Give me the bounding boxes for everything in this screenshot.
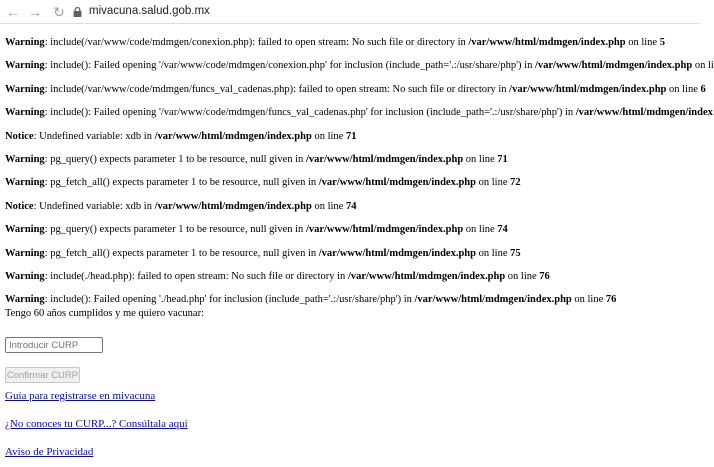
- lock-icon[interactable]: [73, 7, 82, 17]
- message-line-number: 74: [345, 200, 357, 212]
- php-warning-message: [5, 221, 700, 238]
- php-notice-message: [5, 128, 700, 145]
- php-notice-message: [5, 198, 700, 215]
- message-text: : include(/var/www/code/mdmgen/conexion.php): failed to open stream: No such file or directory in: [44, 37, 469, 48]
- php-warning-message: [5, 151, 700, 168]
- message-level: Warning: [5, 247, 45, 259]
- curp-lookup-link[interactable]: ¿No conoces tu CURP...? Consúltala aquí: [5, 418, 188, 430]
- message-tail: on line: [463, 224, 498, 236]
- message-level: Warning: [5, 270, 45, 282]
- php-warning-message: [5, 104, 713, 121]
- message-level: Warning: [5, 83, 45, 95]
- message-file-path: /var/www/html/mdmgen/index.php: [414, 294, 572, 306]
- message-file-path: /var/www/html/mdmgen/index.php: [509, 83, 667, 95]
- message-text: : pg_query() expects parameter 1 to be resource, null given in: [44, 153, 306, 165]
- message-file-path: /var/www/html/mdmgen/index.php: [305, 153, 464, 165]
- message-text: : include(): Failed opening './head.php' for inclusion (include_path='.:/usr/share/php') in: [44, 294, 415, 306]
- message-file-path: /var/www/html/mdmgen/index: [575, 107, 713, 119]
- message-file-path: /var/www/html/mdmgen/index.php: [318, 247, 476, 259]
- message-line-number: 74: [497, 224, 508, 236]
- message-level: Warning: [5, 153, 45, 165]
- message-text: : Undefined variable: xdb in: [33, 200, 155, 212]
- message-level: Warning: [5, 60, 45, 72]
- registration-guide-link[interactable]: Guía para registrarse en mivacuna: [5, 390, 156, 402]
- message-tail: on line: [666, 83, 701, 95]
- message-file-path: /var/www/html/mdmgen/index.php: [534, 60, 693, 72]
- message-level: Warning: [5, 294, 45, 306]
- browser-toolbar: [0, 0, 700, 24]
- message-level: Notice: [5, 200, 34, 212]
- message-text: : Undefined variable: xdb in: [33, 130, 155, 142]
- message-tail: on line: [625, 37, 660, 48]
- reload-icon[interactable]: ↻: [53, 4, 65, 20]
- message-level: Notice: [5, 130, 34, 142]
- address-bar-url[interactable]: mivacuna.salud.gob.mx: [89, 5, 210, 17]
- message-file-path: /var/www/html/mdmgen/index.php: [347, 270, 506, 282]
- message-file-path: /var/www/html/mdmgen/index.php: [154, 200, 312, 212]
- message-tail: on line: [475, 247, 511, 259]
- message-tail: on li: [692, 60, 714, 72]
- message-file-path: /var/www/html/mdmgen/index.php: [318, 177, 476, 189]
- message-text: : include(): Failed opening '/var/www/code/mdmgen/funcs_val_cadenas.php' for inclusion (include_path='.:/usr/share/php') in: [44, 107, 576, 119]
- message-tail: on line: [311, 200, 346, 212]
- message-level: Warning: [5, 37, 45, 48]
- php-warning-message: [5, 174, 700, 191]
- message-text: : pg_fetch_all() expects parameter 1 to be resource, null given in: [44, 177, 319, 189]
- message-line-number: 5: [659, 37, 665, 48]
- message-line-number: 76: [539, 270, 550, 282]
- php-warning-message: [5, 34, 700, 51]
- message-tail: on line: [311, 130, 346, 142]
- page-content: [5, 34, 714, 322]
- message-text: : include(): Failed opening '/var/www/code/mdmgen/conexion.php' for inclusion (include_path='.:/usr/share/php') in: [44, 60, 535, 72]
- message-line-number: 71: [345, 130, 357, 142]
- php-warning-message: [5, 291, 700, 308]
- php-warning-message: [5, 81, 706, 98]
- message-line-number: 6: [700, 83, 706, 95]
- message-level: Warning: [5, 107, 45, 119]
- message-line-number: 75: [510, 247, 521, 259]
- message-level: Warning: [5, 224, 45, 236]
- message-text: : include(./head.php): failed to open stream: No such file or directory in: [44, 270, 348, 282]
- message-line-number: 76: [605, 294, 617, 306]
- php-warning-message: [5, 245, 700, 262]
- message-line-number: 72: [510, 177, 521, 189]
- message-tail: on line: [505, 270, 540, 282]
- message-line-number: 71: [497, 153, 508, 165]
- message-file-path: /var/www/html/mdmgen/index.php: [468, 37, 626, 48]
- forward-arrow-icon[interactable]: →: [28, 4, 42, 20]
- age-statement: Tengo 60 años cumplidos y me quiero vacunar:: [5, 308, 205, 320]
- message-text: : include(/var/www/code/mdmgen/funcs_val_cadenas.php): failed to open stream: No such file or directory in: [44, 83, 510, 95]
- message-text: : pg_query() expects parameter 1 to be resource, null given in: [44, 224, 306, 236]
- privacy-notice-link[interactable]: Aviso de Privacidad: [5, 446, 94, 458]
- curp-input[interactable]: [5, 337, 103, 353]
- message-file-path: /var/www/html/mdmgen/index.php: [305, 224, 464, 236]
- back-arrow-icon[interactable]: ←: [6, 4, 20, 20]
- message-tail: on line: [571, 294, 606, 306]
- message-text: : pg_fetch_all() expects parameter 1 to be resource, null given in: [44, 247, 319, 259]
- confirm-curp-button[interactable]: Confirmar CURP: [5, 367, 80, 383]
- message-level: Warning: [5, 177, 45, 189]
- message-file-path: /var/www/html/mdmgen/index.php: [154, 130, 312, 142]
- message-tail: on line: [463, 153, 498, 165]
- php-warning-message: [5, 57, 714, 74]
- message-tail: on line: [475, 177, 511, 189]
- php-warning-message: [5, 268, 700, 285]
